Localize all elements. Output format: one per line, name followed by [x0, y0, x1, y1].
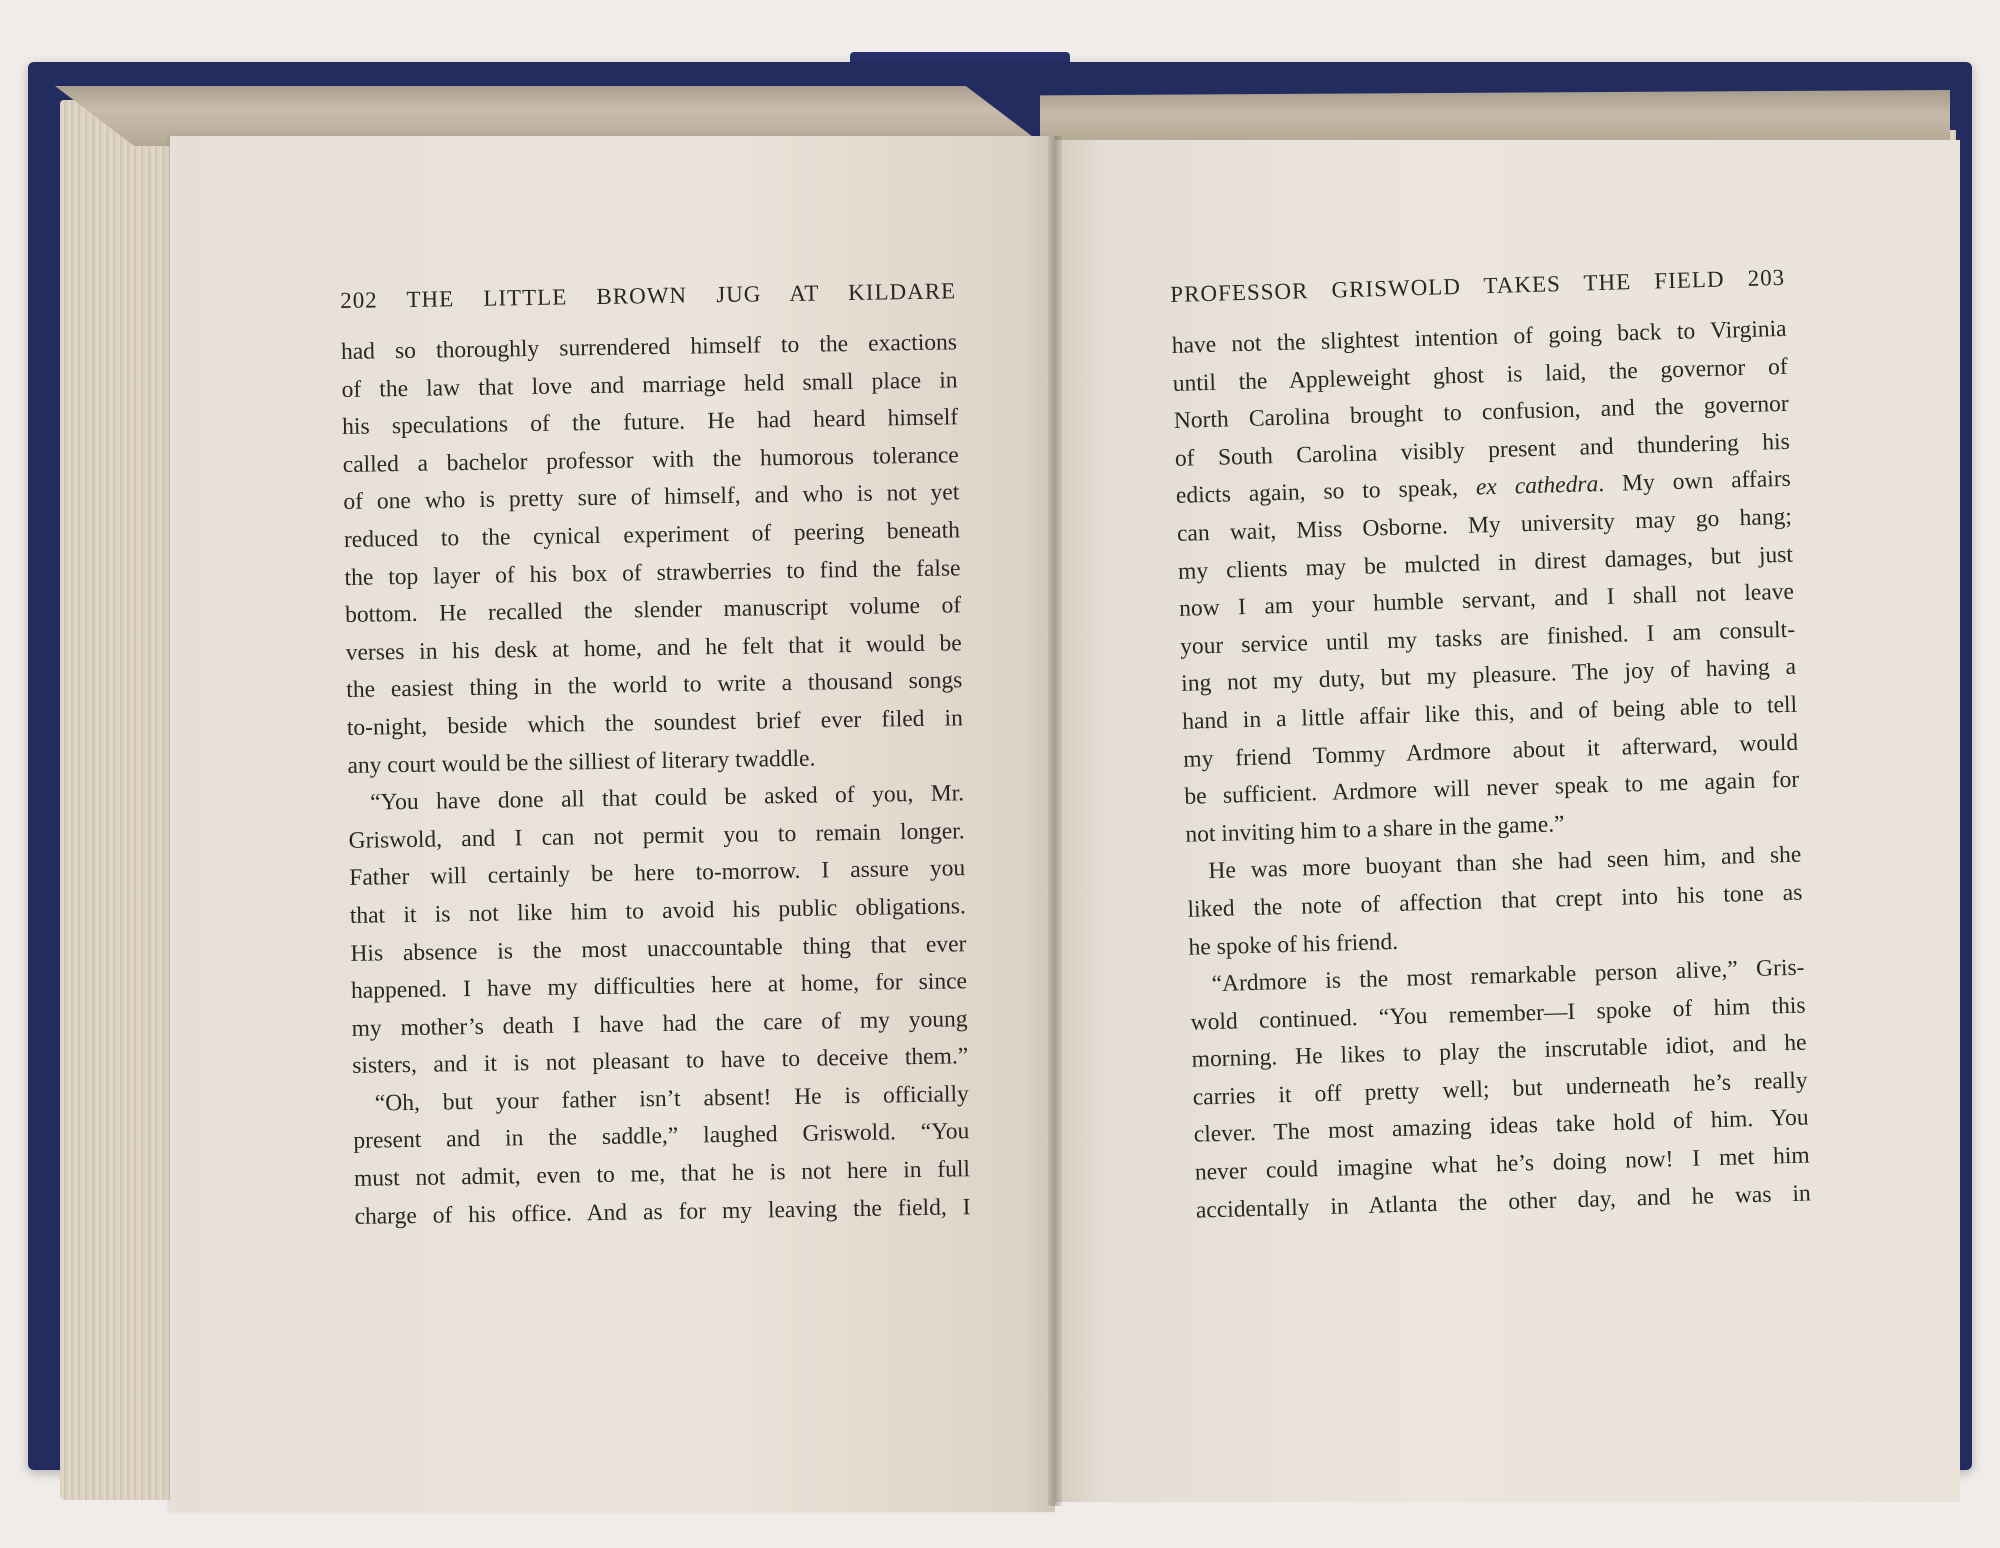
text-line: not inviting him to a share in the game.”: [1185, 810, 1565, 848]
text-line: he spoke of his friend.: [1188, 928, 1399, 961]
text-line: accidentally in Atlanta the other day, and he was in: [1195, 1180, 1812, 1224]
text-line: carries it off pretty well; but underneath he’s really: [1192, 1067, 1808, 1111]
italic-phrase: ex cathedra: [1475, 471, 1599, 501]
text-line: the easiest thing in the world to write a thousand songs: [346, 667, 963, 704]
text-line: morning. He likes to play the inscrutable idiot, and he: [1191, 1029, 1807, 1073]
text-line: “Ardmore is the most remarkable person alive,” Gris-: [1211, 954, 1805, 998]
text-line: His absence is the most unaccountable thing that ever: [350, 930, 967, 967]
text-line: have not the slightest intention of going back to Virginia: [1171, 315, 1787, 359]
text-line: my friend Tommy Ardmore about it afterward, would: [1182, 729, 1799, 773]
text-line: reduced to the cynical experiment of peering beneath: [343, 517, 961, 553]
text-line: bottom. He recalled the slender manuscript volume of: [344, 592, 962, 629]
text-line: ing not my duty, but my pleasure. The joy of having a: [1180, 654, 1797, 698]
left-running-head: 202 THE LITTLE BROWN JUG AT KILDARE: [340, 278, 957, 313]
text-line: “You have done all that could be asked of you, Mr.: [369, 780, 965, 816]
text-line: edicts again, so to speak, ex cathedra. My own affairs: [1175, 466, 1792, 510]
text-line: can wait, Miss Osborne. My university may go hang;: [1176, 503, 1793, 547]
text-line: be sufficient. Ardmore will never speak to me again for: [1184, 766, 1800, 810]
text-line: your service until my tasks are finished. I am consult-: [1179, 616, 1796, 660]
text-line: Father will certainly be here to-morrow. I assure you: [349, 855, 966, 892]
text-line: verses in his desk at home, and he felt that it would be: [345, 630, 962, 666]
right-page-top-edge: [1040, 90, 1950, 144]
text-line: had so thoroughly surrendered himself to the exactions: [340, 329, 958, 365]
text-line: must not admit, even to me, that he is not here in full: [353, 1156, 971, 1192]
text-line: of the law that love and marriage held small place in: [341, 366, 958, 403]
right-page-text-column: [1170, 265, 1811, 1230]
text-line: my mother’s death I have had the care of my young: [351, 1005, 968, 1042]
text-line: hand in a little affair like this, and of being able to tell: [1181, 691, 1798, 735]
text-line: of South Carolina visibly present and thundering his: [1174, 428, 1791, 472]
text-line: now I am your humble servant, and I shall not leave: [1178, 578, 1795, 623]
text-line: never could imagine what he’s doing now! I met him: [1194, 1142, 1811, 1186]
text-line: happened. I have my difficulties here at home, for since: [350, 968, 968, 1005]
text-line: called a bachelor professor with the humorous tolerance: [342, 442, 959, 478]
text-line: clever. The most amazing ideas take hold of him. You: [1193, 1104, 1809, 1149]
text-line: wold continued. “You remember—I spoke of him this: [1190, 992, 1806, 1036]
text-line: North Carolina brought to confusion, and the governor: [1173, 390, 1790, 435]
right-running-head: PROFESSOR GRISWOLD TAKES THE FIELD 203: [1170, 264, 1786, 307]
text-line: until the Appleweight ghost is laid, the governor of: [1172, 353, 1788, 397]
right-page-body: [1171, 311, 1811, 1230]
text-line: liked the note of affection that crept into his tone as: [1187, 879, 1803, 923]
text-line: present and in the saddle,” laughed Griswold. “You: [353, 1118, 970, 1155]
text-line: my clients may be mulcted in direst damages, but just: [1177, 541, 1794, 585]
text-line: “Oh, but your father isn’t absent! He is officially: [374, 1081, 969, 1117]
text-line: any court would be the silliest of literary twaddle.: [347, 745, 816, 779]
book-gutter: [1048, 136, 1062, 1506]
left-page-body: [341, 324, 971, 1236]
text-line: charge of his office. And as for my leaving the field, I: [354, 1193, 971, 1230]
text-line: his speculations of the future. He had heard himself: [341, 404, 959, 441]
left-page-stack-edge: [60, 100, 180, 1500]
left-page-text-column: [340, 278, 971, 1236]
text-line: He was more buoyant than she had seen him, and she: [1208, 841, 1802, 885]
text-line: to-night, beside which the soundest brief ever filed in: [346, 705, 964, 741]
text-line: Griswold, and I can not permit you to remain longer.: [348, 817, 965, 854]
text-line: sisters, and it is not pleasant to have to deceive them.”: [352, 1043, 969, 1080]
text-line: the top layer of his box of strawberries to find the false: [344, 554, 961, 591]
text-line: that it is not like him to avoid his public obligations.: [349, 893, 966, 929]
text-line: of one who is pretty sure of himself, and who is not yet: [343, 479, 960, 516]
